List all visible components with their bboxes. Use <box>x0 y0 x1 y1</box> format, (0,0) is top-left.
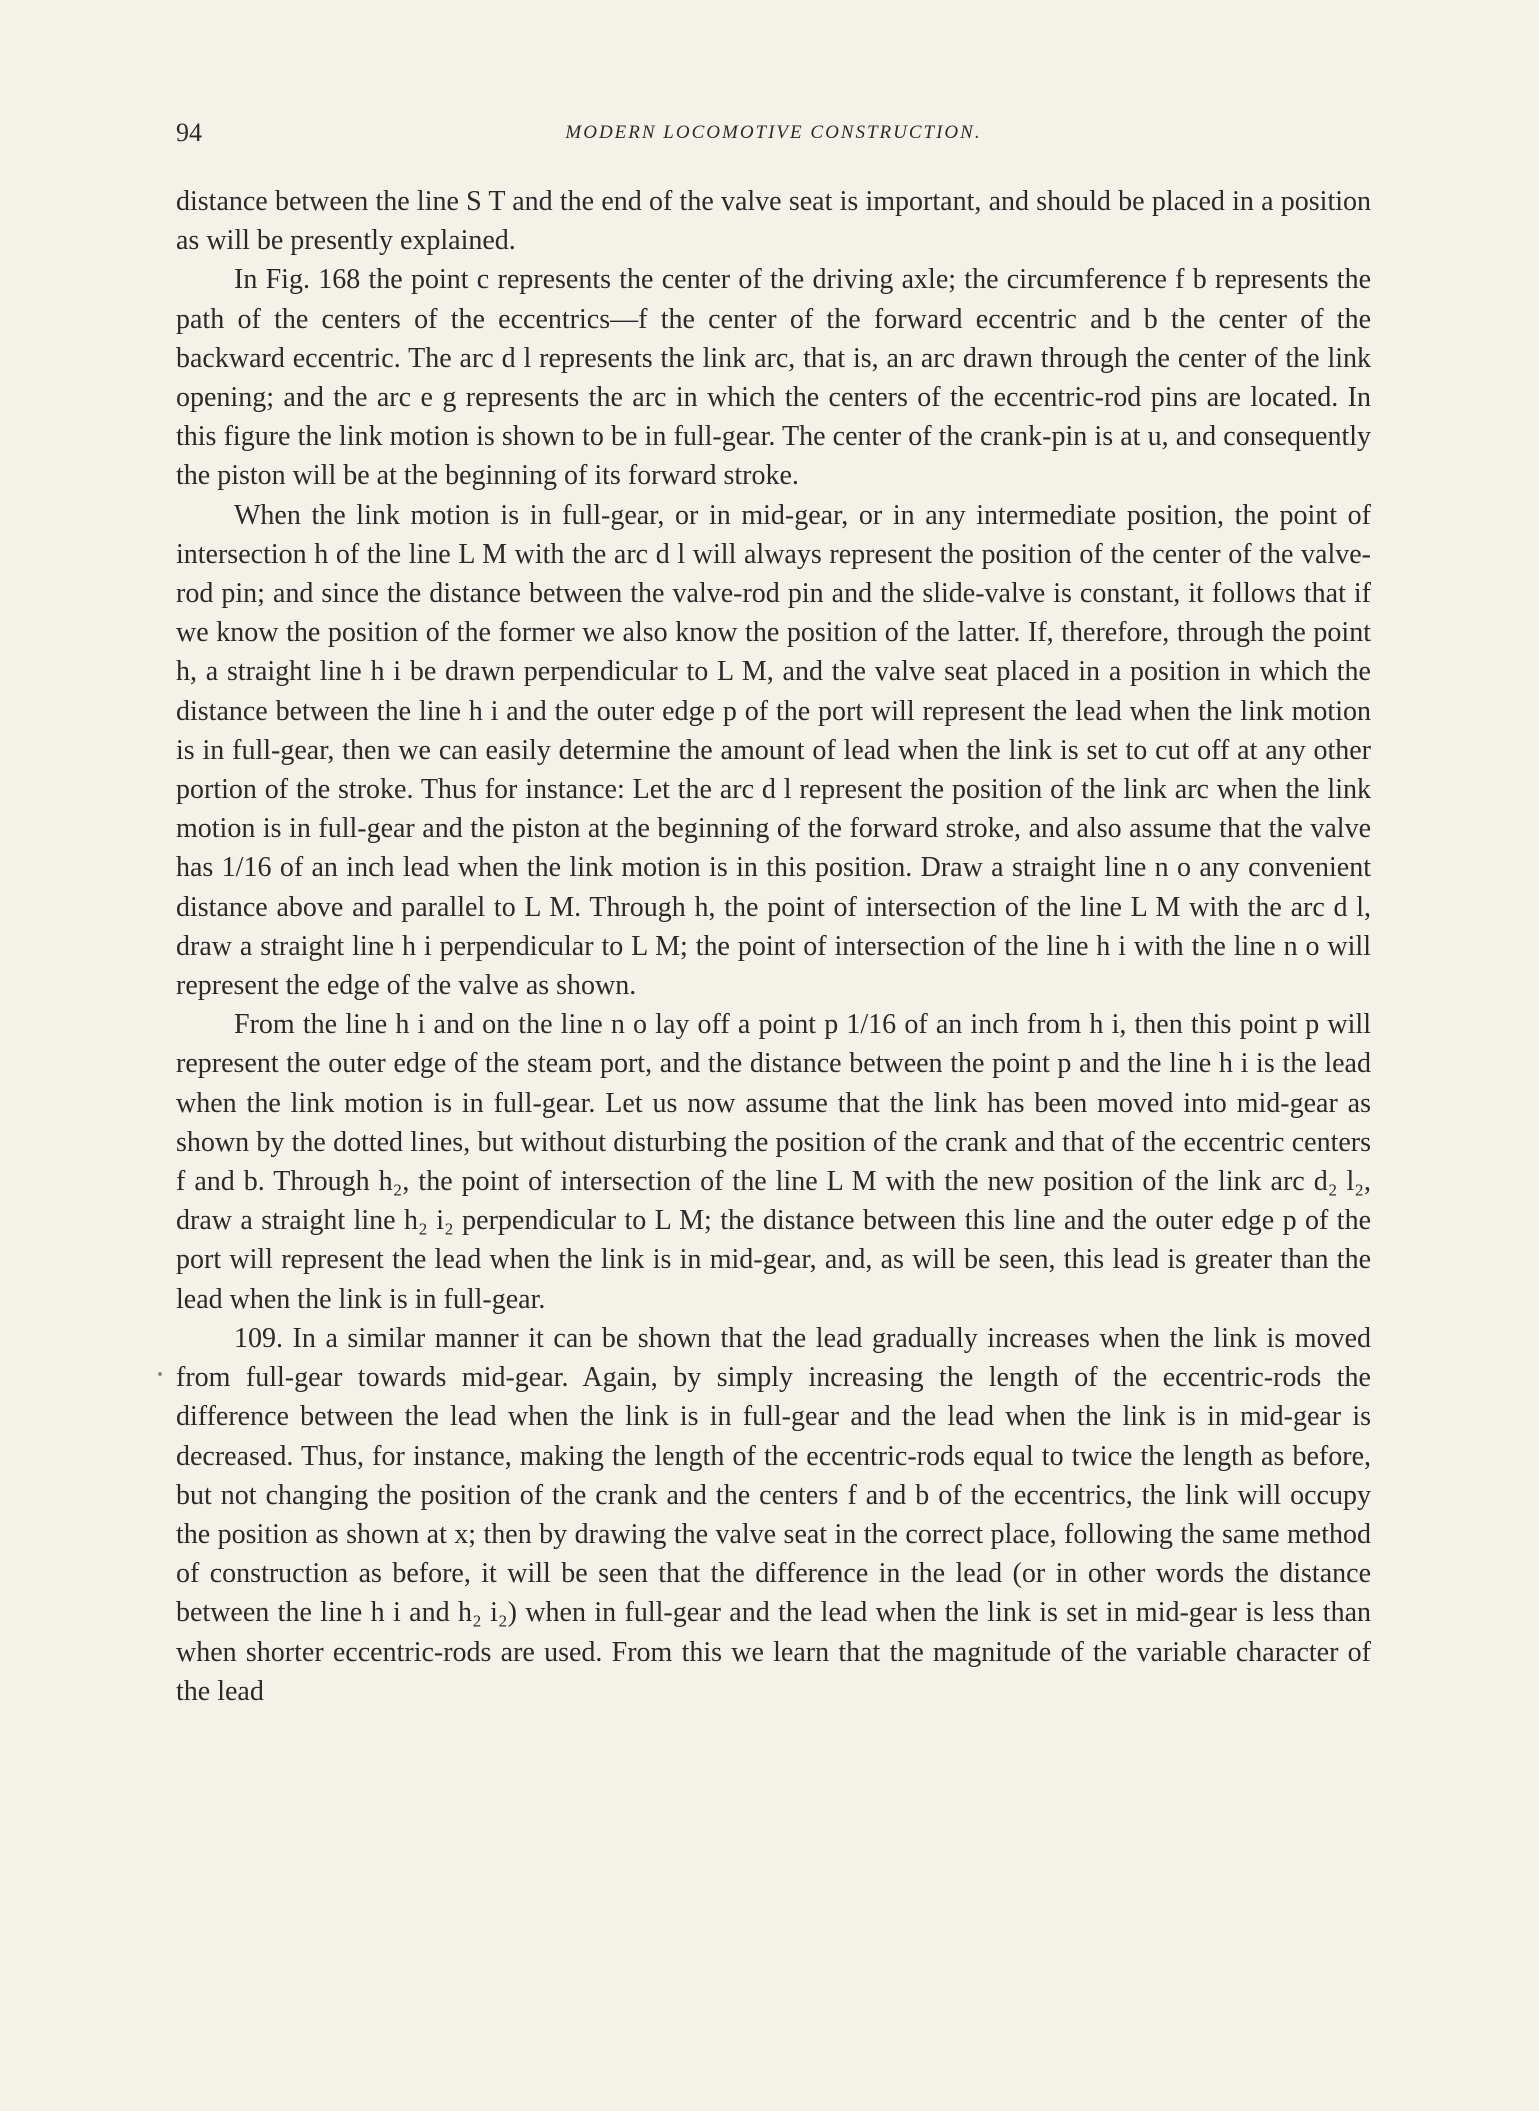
paragraph-link-motion: When the link motion is in full-gear, or in mid-gear, or in any intermediate position, the point of intersection h of the line L M with the arc d l will always represent the position of the center of the valve-rod pin; and since the distance between the valve-rod pin and the slide-valve is constant, it follows that if we know the position of the former we also know the position of the latter. If, therefore, through the point h, a straight line h i be drawn perpendicular to L M, and the valve seat placed in a position in which the distance between the line h i and the outer edge p of the port will represent the lead when the link motion is in full-gear, then we can easily determine the amount of lead when the link is set to cut off at any other portion of the stroke. Thus for instance: Let the arc d l represent the position of the link arc when the link motion is in full-gear and the piston at the beginning of the forward stroke, and also assume that the valve has 1/16 of an inch lead when the link motion is in this position. Draw a straight line n o any convenient distance above and parallel to L M. Through h, the point of intersection of the line L M with the arc d l, draw a straight line h i perpendicular to L M; the point of intersection of the line h i with the line n o will represent the edge of the valve as shown. <box>176 499 1371 1002</box>
running-title: MODERN LOCOMOTIVE CONSTRUCTION. <box>565 122 982 143</box>
paragraph-steam-port: From the line h i and on the line n o lay off a point p 1/16 of an inch from h i, then this point p will represent the outer edge of the steam port, and the distance between the point p and the line h i is the lead when the link motion is in full-gear. Let us now assume that the link has been moved into mid-gear as shown by the dotted lines, but without disturbing the position of the crank and that of the eccentric centers f and b. Through h₂, the point of intersection of the line L M with the new position of the link arc d₂ l₂, draw a straight line h₂ i₂ perpendicular to L M; the distance between this line and the outer edge p of the port will represent the lead when the link is in mid-gear, and, as will be seen, this lead is greater than the lead when the link is in full-gear. <box>176 1009 1371 1315</box>
paragraph-fig-168: In Fig. 168 the point c represents the center of the driving axle; the circumference f b represents the path of the centers of the eccentrics—f the center of the forward eccentric and b the center of the backward eccentric. The arc d l represents the link arc, that is, an arc drawn through the center of the link opening; and the arc e g represents the arc in which the centers of the eccentric-rod pins are located. In this figure the link motion is shown to be in full-gear. The center of the crank-pin is at u, and consequently the piston will be at the beginning of its forward stroke. <box>176 264 1371 492</box>
body-text <box>176 182 1371 1711</box>
margin-mark <box>158 1372 162 1376</box>
page-header <box>176 118 1371 158</box>
paragraph-109: 109. In a similar manner it can be shown that the lead gradually increases when the link is moved from full-gear towards mid-gear. Again, by simply increasing the length of the eccentric-rods the difference between the lead when the link is in full-gear and the lead when the link is in mid-gear is decreased. Thus, for instance, making the length of the eccentric-rods equal to twice the length as before, but not changing the position of the crank and the centers f and b of the eccentrics, the link will occupy the position as shown at x; then by drawing the valve seat in the correct place, following the same method of construction as before, it will be seen that the difference in the lead (or in other words the distance between the line h i and h₂ i₂) when in full-gear and the lead when the link is set in mid-gear is less than when shorter eccentric-rods are used. From this we learn that the magnitude of the variable character of the lead <box>176 1322 1371 1707</box>
page-number: 94 <box>176 118 202 147</box>
paragraph-continuation: distance between the line S T and the end of the valve seat is important, and should be placed in a position as will be presently explained. <box>176 186 1371 257</box>
